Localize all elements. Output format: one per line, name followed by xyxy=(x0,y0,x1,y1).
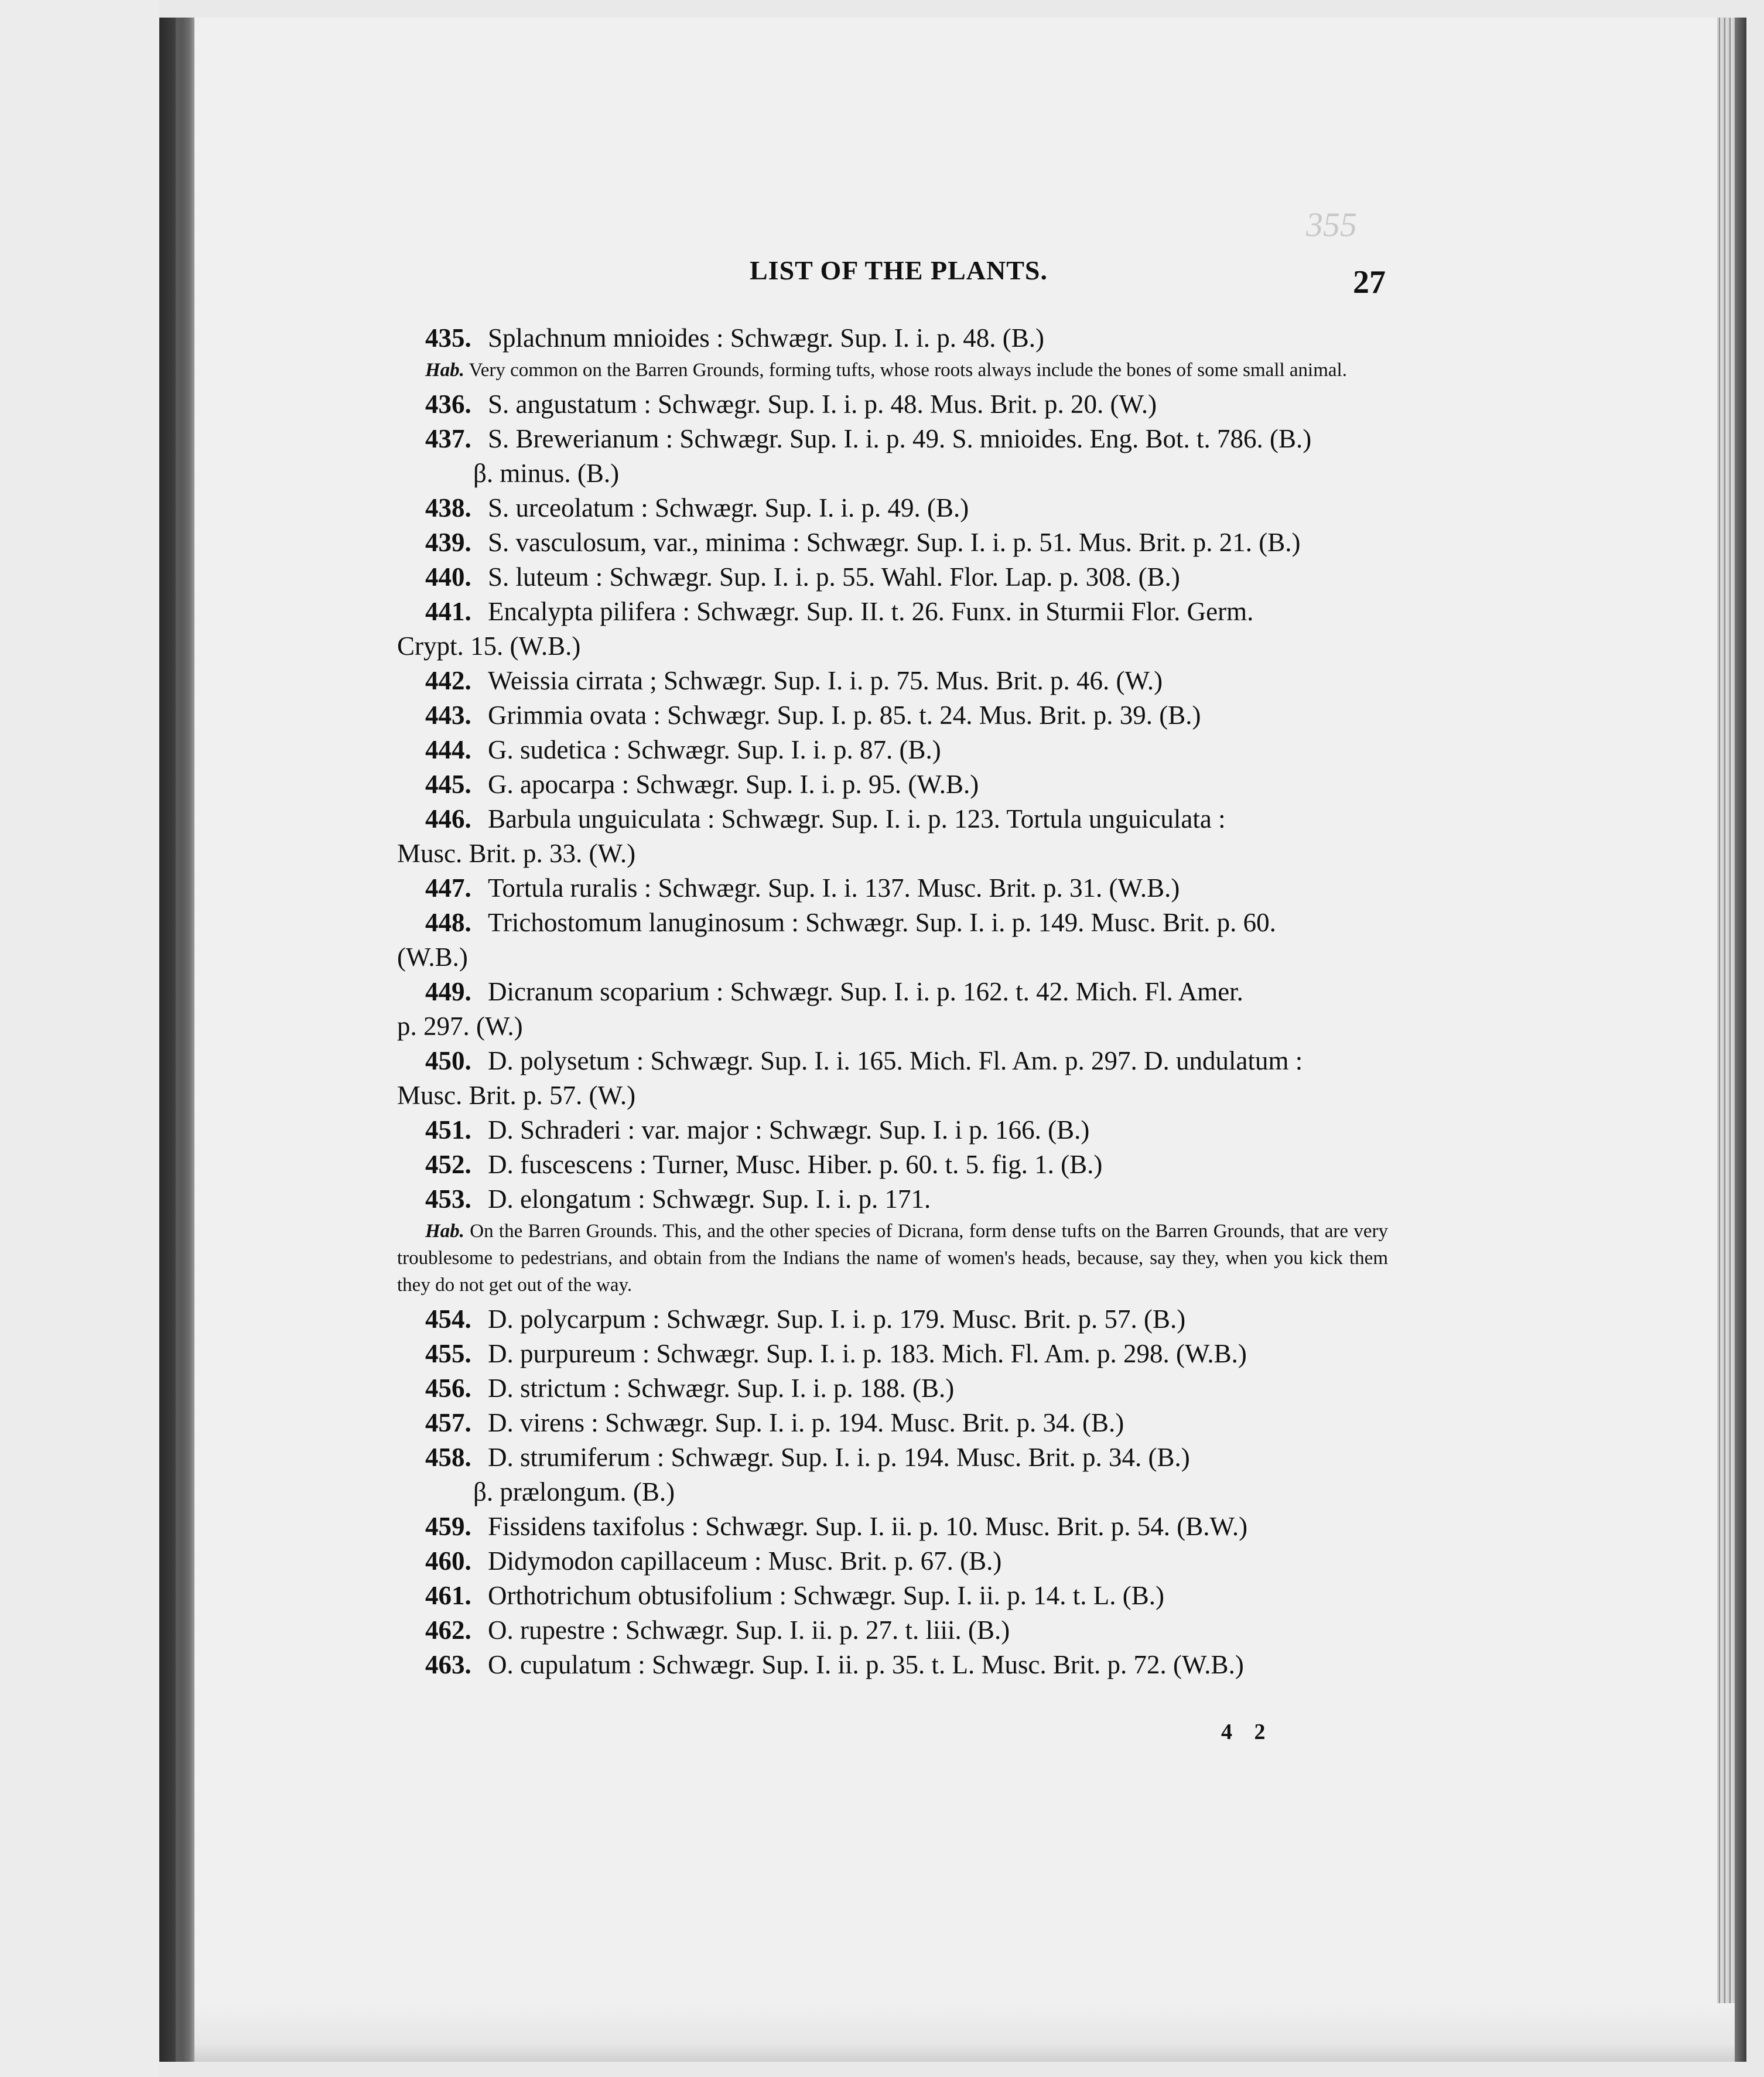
list-item xyxy=(397,321,1388,356)
entry-number: 446. xyxy=(425,804,471,833)
entry-number: 447. xyxy=(425,873,471,903)
entry-number: 451. xyxy=(425,1115,471,1145)
entry-text: Splachnum mnioides : Schwægr. Sup. I. i. p. 48. (B.) xyxy=(488,323,1044,353)
habitat-text: On the Barren Grounds. This, and the other species of Dicrana, form dense tufts on the Barren Grounds, that are very troublesome to pedestrians, and obtain from the Indians the name of women's heads, because, say they, when you kick them they do not get out of the way. xyxy=(397,1221,1389,1296)
entry-number: 444. xyxy=(425,735,471,764)
entry-number: 435. xyxy=(425,323,471,353)
variety-line: β. prælongum. (B.) xyxy=(473,1477,675,1506)
entry-number: 439. xyxy=(425,528,471,557)
entry-text: Barbula unguiculata : Schwægr. Sup. I. i. p. 123. Tortula unguiculata : xyxy=(488,804,1226,833)
entry-number: 450. xyxy=(425,1046,471,1075)
list-item xyxy=(397,491,1388,525)
facing-page xyxy=(0,0,159,2077)
list-item xyxy=(397,387,1388,422)
entry-number: 455. xyxy=(425,1339,471,1368)
entry-text: Trichostomum lanuginosum : Schwægr. Sup. I. i. p. 149. Musc. Brit. p. 60. xyxy=(488,908,1276,937)
list-item xyxy=(397,525,1388,560)
habitat-note xyxy=(397,356,1388,387)
list-item xyxy=(397,1371,1388,1406)
entry-text: D. virens : Schwægr. Sup. I. i. p. 194. Musc. Brit. p. 34. (B.) xyxy=(488,1408,1124,1437)
entry-number: 448. xyxy=(425,908,471,937)
entry-text: D. Schraderi : var. major : Schwægr. Sup. I. i p. 166. (B.) xyxy=(488,1115,1090,1145)
entry-number: 449. xyxy=(425,977,471,1006)
entry-number: 454. xyxy=(425,1304,471,1334)
entry-text: D. fuscescens : Turner, Musc. Hiber. p. 60. t. 5. fig. 1. (B.) xyxy=(488,1150,1103,1179)
entry-text: Fissidens taxifolus : Schwægr. Sup. I. ii. p. 10. Musc. Brit. p. 54. (B.W.) xyxy=(488,1512,1248,1541)
list-item xyxy=(397,698,1388,733)
list-item xyxy=(397,767,1388,802)
entry-number: 456. xyxy=(425,1374,471,1403)
habitat-label: Hab. xyxy=(425,360,464,381)
list-item xyxy=(397,1182,1388,1217)
entry-text: S. Brewerianum : Schwægr. Sup. I. i. p. 49. S. mnioides. Eng. Bot. t. 786. (B.) xyxy=(488,424,1312,453)
list-item xyxy=(397,1044,1388,1078)
list-item xyxy=(397,422,1388,456)
signature-mark: 4 2 xyxy=(1221,1720,1274,1744)
list-item xyxy=(397,560,1388,595)
entry-text: D. polysetum : Schwægr. Sup. I. i. 165. Mich. Fl. Am. p. 297. D. undulatum : xyxy=(488,1046,1303,1075)
continuation-line: Musc. Brit. p. 57. (W.) xyxy=(397,1081,636,1110)
entry-number: 443. xyxy=(425,701,471,730)
entry-text: S. vasculosum, var., minima : Schwægr. Sup. I. i. p. 51. Mus. Brit. p. 21. (B.) xyxy=(488,528,1301,557)
list-item xyxy=(397,1147,1388,1182)
entry-text: Grimmia ovata : Schwægr. Sup. I. p. 85. t. 24. Mus. Brit. p. 39. (B.) xyxy=(488,701,1201,730)
continuation-line: p. 297. (W.) xyxy=(397,1012,523,1041)
list-item xyxy=(397,1113,1388,1147)
list-item xyxy=(397,1579,1388,1613)
entry-number: 462. xyxy=(425,1615,471,1645)
entry-text: Tortula ruralis : Schwægr. Sup. I. i. 137. Musc. Brit. p. 31. (W.B.) xyxy=(488,873,1180,903)
page-edge-shadow xyxy=(1735,18,1746,2062)
page-number: 27 xyxy=(1353,264,1386,300)
page-edges xyxy=(1717,18,1735,2062)
entry-text: G. sudetica : Schwægr. Sup. I. i. p. 87. (B.) xyxy=(488,735,941,764)
entry-number: 457. xyxy=(425,1408,471,1437)
list-item xyxy=(397,1406,1388,1440)
entry-number: 441. xyxy=(425,597,471,626)
continuation-line: (W.B.) xyxy=(397,942,468,972)
running-head: LIST OF THE PLANTS. xyxy=(750,255,1048,285)
list-item xyxy=(397,1302,1388,1337)
entry-number: 436. xyxy=(425,390,471,419)
entry-number: 452. xyxy=(425,1150,471,1179)
entry-number: 458. xyxy=(425,1443,471,1472)
list-item xyxy=(397,1648,1388,1682)
entry-number: 440. xyxy=(425,562,471,592)
entry-text: S. urceolatum : Schwægr. Sup. I. i. p. 49. (B.) xyxy=(488,493,969,522)
entry-text: D. strumiferum : Schwægr. Sup. I. i. p. 194. Musc. Brit. p. 34. (B.) xyxy=(488,1443,1190,1472)
list-item xyxy=(397,1509,1388,1544)
pencil-mark: 355 xyxy=(1306,206,1357,244)
entry-text: O. cupulatum : Schwægr. Sup. I. ii. p. 35. t. L. Musc. Brit. p. 72. (W.B.) xyxy=(488,1650,1244,1679)
habitat-note xyxy=(397,1217,1388,1302)
continuation-line: Musc. Brit. p. 33. (W.) xyxy=(397,839,636,868)
entry-text: O. rupestre : Schwægr. Sup. I. ii. p. 27. t. liii. (B.) xyxy=(488,1615,1010,1645)
list-item xyxy=(397,595,1388,629)
list-item xyxy=(397,1337,1388,1371)
entry-number: 438. xyxy=(425,493,471,522)
book-gutter-line xyxy=(176,18,182,2062)
entry-text: G. apocarpa : Schwægr. Sup. I. i. p. 95. (W.B.) xyxy=(488,770,979,799)
entry-number: 445. xyxy=(425,770,471,799)
entry-number: 442. xyxy=(425,666,471,695)
variety-line: β. minus. (B.) xyxy=(473,459,620,488)
list-item xyxy=(397,975,1388,1009)
list-item xyxy=(397,733,1388,767)
entry-number: 459. xyxy=(425,1512,471,1541)
entry-text: Didymodon capillaceum : Musc. Brit. p. 67. (B.) xyxy=(488,1546,1002,1576)
entry-text: Encalypta pilifera : Schwægr. Sup. II. t. 26. Funx. in Sturmii Flor. Germ. xyxy=(488,597,1254,626)
page-bottom-shadow xyxy=(194,2003,1735,2062)
entry-number: 463. xyxy=(425,1650,471,1679)
list-item xyxy=(397,1544,1388,1579)
entry-number: 453. xyxy=(425,1184,471,1214)
entry-text: S. angustatum : Schwægr. Sup. I. i. p. 48. Mus. Brit. p. 20. (W.) xyxy=(488,390,1157,419)
entry-text: D. elongatum : Schwægr. Sup. I. i. p. 171. xyxy=(488,1184,931,1214)
entry-number: 461. xyxy=(425,1581,471,1610)
continuation-line: Crypt. 15. (W.B.) xyxy=(397,631,581,661)
entry-text: Weissia cirrata ; Schwægr. Sup. I. i. p. 75. Mus. Brit. p. 46. (W.) xyxy=(488,666,1163,695)
list-item xyxy=(397,906,1388,940)
entry-number: 460. xyxy=(425,1546,471,1576)
entry-text: D. polycarpum : Schwægr. Sup. I. i. p. 179. Musc. Brit. p. 57. (B.) xyxy=(488,1304,1186,1334)
entry-text: D. strictum : Schwægr. Sup. I. i. p. 188. (B.) xyxy=(488,1374,955,1403)
entry-text: S. luteum : Schwægr. Sup. I. i. p. 55. Wahl. Flor. Lap. p. 308. (B.) xyxy=(488,562,1180,592)
habitat-text: Very common on the Barren Grounds, forming tufts, whose roots always include the bones of some small animal. xyxy=(469,360,1347,381)
entry-text: Orthotrichum obtusifolium : Schwægr. Sup. I. ii. p. 14. t. L. (B.) xyxy=(488,1581,1164,1610)
entry-text: Dicranum scoparium : Schwægr. Sup. I. i. p. 162. t. 42. Mich. Fl. Amer. xyxy=(488,977,1243,1006)
plant-list xyxy=(397,321,1388,1682)
list-item xyxy=(397,1440,1388,1475)
list-item xyxy=(397,802,1388,836)
entry-text: D. purpureum : Schwægr. Sup. I. i. p. 183. Mich. Fl. Am. p. 298. (W.B.) xyxy=(488,1339,1247,1368)
entry-number: 437. xyxy=(425,424,471,453)
list-item xyxy=(397,871,1388,906)
habitat-label: Hab. xyxy=(425,1221,464,1242)
list-item xyxy=(397,664,1388,698)
list-item xyxy=(397,1613,1388,1648)
